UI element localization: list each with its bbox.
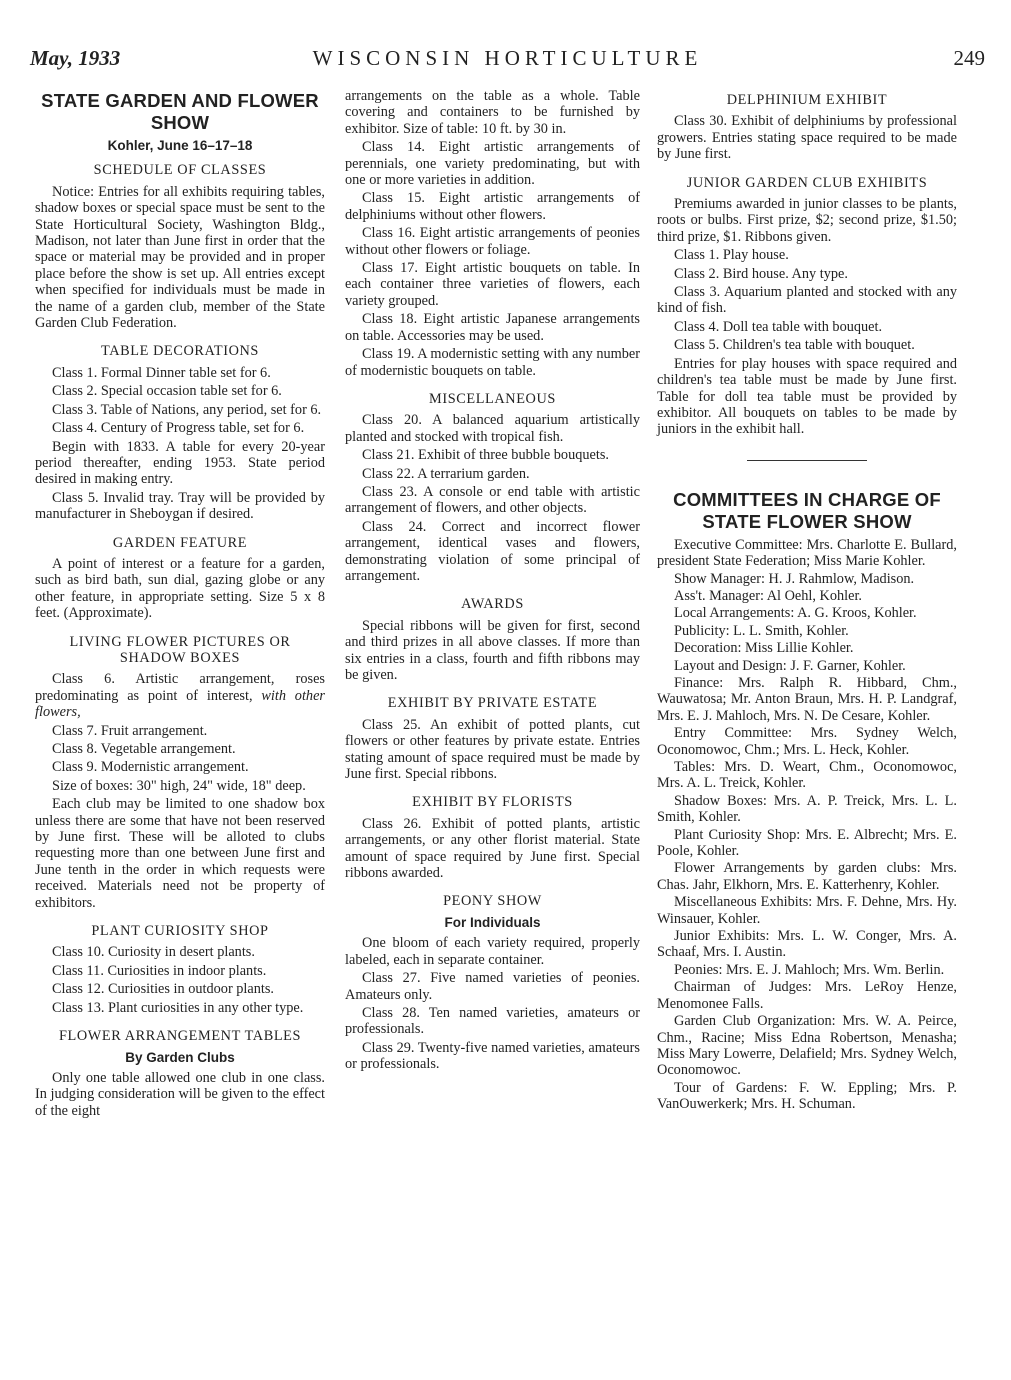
flower-arrangement-subheading: By Garden Clubs	[125, 1049, 235, 1065]
journal-title: WISCONSIN HORTICULTURE	[312, 46, 703, 70]
box-size: Size of boxes: 30" high, 24" wide, 18" deep.	[52, 777, 306, 794]
class-item: Class 9. Modernistic arrangement.	[52, 759, 249, 776]
class-item: Class 4. Century of Progress table, set for 6.	[52, 420, 305, 437]
committee-item: Publicity: L. L. Smith, Kohler.	[674, 622, 849, 639]
class-item: Class 7. Fruit arrangement.	[52, 722, 208, 739]
committee-item: Entry Committee: Mrs. Sydney Welch, Oconomowoc, Chm.; Mrs. L. Heck, Kohler.	[657, 725, 957, 758]
continued-text: arrangements on the table as a whole. Table covering and containers to be furnished by exhibitor. Size of table: 10 ft. by 30 in.	[345, 88, 640, 137]
garden-feature-text: A point of interest or a feature for a garden, such as bird bath, sun dial, gazing globe or any other feature, in appropriate setting. Size 5 x 8 feet. (Approximate).	[35, 555, 325, 622]
column-1	[35, 88, 325, 1121]
living-pictures-heading: LIVING FLOWER PICTURES OR SHADOW BOXES	[69, 633, 291, 666]
committee-item: Garden Club Organization: Mrs. W. A. Peirce, Chm., Racine; Miss Edna Robertson, Menasha; Miss Mary Lowerre, Delafield; Mrs. Sydney Welch, Oconomowoc.	[657, 1013, 957, 1079]
article-subtitle: Kohler, June 16–17–18	[107, 138, 253, 153]
class-item: Class 3. Aquarium planted and stocked with any kind of fish.	[657, 284, 957, 317]
class-item: Class 5. Invalid tray. Tray will be provided by manufacturer in Sheboygan if desired.	[35, 489, 325, 523]
class-item: Class 13. Plant curiosities in any other type.	[52, 999, 304, 1016]
class-item: Class 19. A modernistic setting with any number of modernistic bouquets on table.	[345, 346, 640, 379]
peony-text: One bloom of each variety required, properly labeled, each in separate container.	[345, 935, 640, 968]
committee-item: Peonies: Mrs. E. J. Mahloch; Mrs. Wm. Berlin.	[674, 961, 945, 978]
committee-item: Shadow Boxes: Mrs. A. P. Treick, Mrs. L. L. Smith, Kohler.	[657, 792, 957, 826]
committee-item: Plant Curiosity Shop: Mrs. E. Albrecht; Mrs. E. Poole, Kohler.	[657, 826, 957, 860]
class-item: Class 18. Eight artistic Japanese arrangements on table. Accessories may be used.	[345, 311, 640, 344]
column-2	[345, 88, 640, 1075]
class-item: Class 2. Bird house. Any type.	[674, 265, 848, 282]
awards-heading: AWARDS	[461, 596, 524, 613]
florists-text: Class 26. Exhibit of potted plants, artistic arrangements, or any other florist material. State amount of space required by June first. Special ribbons awarded.	[345, 815, 640, 882]
garden-feature-heading: GARDEN FEATURE	[112, 534, 248, 551]
schedule-heading: SCHEDULE OF CLASSES	[93, 162, 267, 179]
class-item: Class 1. Play house.	[674, 247, 789, 264]
class-item: Class 2. Special occasion table set for 6.	[52, 383, 282, 400]
class-item: Class 16. Eight artistic arrangements of peonies without other flowers or foliage.	[345, 225, 640, 258]
page-header	[30, 46, 985, 76]
class-item: Class 15. Eight artistic arrangements of delphiniums without other flowers.	[345, 190, 640, 223]
miscellaneous-heading: MISCELLANEOUS	[429, 390, 556, 407]
class-item: Class 14. Eight artistic arrangements of perennials, one variety predominating, but with one or more varieties in addition.	[345, 139, 640, 189]
peony-heading: PEONY SHOW	[443, 893, 542, 910]
class-item: Class 17. Eight artistic bouquets on table. In each container three varieties of flowers, each variety grouped.	[345, 260, 640, 309]
flower-arrangement-text: Only one table allowed one club in one class. In judging consideration will be given to the effect of the eight	[35, 1069, 325, 1119]
class-item: Class 29. Twenty-five named varieties, amateurs or professionals.	[345, 1039, 640, 1073]
article-title: STATE GARDEN AND FLOWER SHOW	[41, 90, 319, 133]
committee-item: Ass't. Manager: Al Oehl, Kohler.	[674, 587, 863, 604]
committee-item: Junior Exhibits: Mrs. L. W. Conger, Mrs. A. Schaaf, Mrs. I. Austin.	[657, 928, 957, 961]
shadow-box-note: Each club may be limited to one shadow box unless there are some that have not been reserved by June first. These will be alloted to clubs requesting more than one between June first and June tenth in the order in which requests were received. Materials need not be property of exhibitors.	[35, 796, 325, 911]
class-item: Class 12. Curiosities in outdoor plants.	[52, 981, 274, 998]
class-item: Class 3. Table of Nations, any period, set for 6.	[52, 401, 322, 418]
issue-date: May, 1933	[30, 46, 121, 70]
curiosity-heading: PLANT CURIOSITY SHOP	[91, 923, 269, 940]
class-item: Class 28. Ten named varieties, amateurs or professionals.	[345, 1004, 640, 1038]
class-6-italic: with other flowers,	[35, 687, 325, 721]
class-item: Class 5. Children's tea table with bouquet.	[674, 337, 915, 354]
committee-item: Chairman of Judges: Mrs. LeRoy Henze, Menomonee Falls.	[657, 979, 957, 1012]
class-item: Class 21. Exhibit of three bubble bouquets.	[362, 447, 609, 464]
flower-arrangement-heading: FLOWER ARRANGEMENT TABLES	[58, 1028, 302, 1045]
committee-item: Layout and Design: J. F. Garner, Kohler.	[674, 657, 906, 674]
class-item: Class 24. Correct and incorrect flower arrangement, identical vases and flowers, demonstrating violation of some principal of arrangement.	[345, 518, 640, 584]
section-divider	[747, 460, 867, 461]
class-item: Class 27. Five named varieties of peonies. Amateurs only.	[345, 970, 640, 1003]
peony-subheading: For Individuals	[444, 914, 541, 930]
class-item: Class 23. A console or end table with artistic arrangement of flowers, and other objects.	[345, 483, 640, 517]
class-item: Class 20. A balanced aquarium artistically planted and stocked with tropical fish.	[345, 412, 640, 445]
committees-title: COMMITTEES IN CHARGE OF STATE FLOWER SHOW	[673, 488, 941, 532]
private-estate-heading: EXHIBIT BY PRIVATE ESTATE	[387, 695, 598, 712]
committee-item: Miscellaneous Exhibits: Mrs. F. Dehne, Mrs. Hy. Winsauer, Kohler.	[657, 894, 957, 927]
committee-item: Executive Committee: Mrs. Charlotte E. Bullard, president State Federation; Miss Marie Kohler.	[657, 536, 957, 570]
florists-heading: EXHIBIT BY FLORISTS	[412, 794, 573, 811]
delphinium-heading: DELPHINIUM EXHIBIT	[726, 92, 888, 108]
junior-note: Entries for play houses with space required and children's tea table must be made by June first. Table for doll tea table must be provided by exhibitor. All bouquets on tables to be made by juniors in the exhibit hall.	[657, 355, 957, 438]
committee-item: Flower Arrangements by garden clubs: Mrs. Chas. Jahr, Elkhorn, Mrs. E. Katterhenry, Kohler.	[657, 860, 957, 893]
class-item: Class 1. Formal Dinner table set for 6.	[52, 364, 271, 381]
class-item: Class 10. Curiosity in desert plants.	[52, 944, 255, 961]
page-number: 249	[953, 46, 985, 70]
class-item: Class 4. Doll tea table with bouquet.	[674, 318, 883, 335]
notice-paragraph: Notice: Entries for all exhibits requiring tables, shadow boxes or special space must be sent to the State Horticultural Society, Washington Bldg., Madison, not later than June first in order that the space or material may be provided and in proper place before the show is set up. All entries except when specified for individuals must be made in the name of a garden club, member of the State Garden Club Federation.	[35, 183, 325, 332]
class-6-text: Class 6. Artistic arrangement, roses predominating as point of interest,	[35, 671, 325, 704]
committee-item: Finance: Mrs. Ralph R. Hibbard, Chm., Wauwatosa; Mr. Anton Braun, Mrs. H. P. Landgraf, Mrs. E. J. Mahloch, Mrs. N. De Cesare, Kohler.	[657, 674, 957, 724]
committee-item: Local Arrangements: A. G. Kroos, Kohler.	[674, 605, 917, 622]
class-item	[35, 671, 325, 720]
table-decorations-heading: TABLE DECORATIONS	[101, 343, 259, 360]
junior-heading: JUNIOR GARDEN CLUB EXHIBITS	[686, 174, 928, 191]
column-3	[657, 88, 957, 1114]
awards-text: Special ribbons will be given for first, second and third prizes in all above classes. If more than six entries in a class, fourth and fifth ribbons may be given.	[345, 617, 640, 683]
delphinium-text: Class 30. Exhibit of delphiniums by professional growers. Entries stating space required to be made by June first.	[657, 113, 957, 163]
private-estate-text: Class 25. An exhibit of potted plants, cut flowers or other features by private estate. Entries stating amount of space required must be made by June first. Special ribbons.	[345, 716, 640, 783]
committee-item: Tables: Mrs. D. Weart, Chm., Oconomowoc, Mrs. A. L. Treick, Kohler.	[657, 759, 957, 792]
class-item: Class 11. Curiosities in indoor plants.	[52, 962, 267, 979]
table-dec-note: Begin with 1833. A table for every 20-year period thereafter, ending 1953. State period desired in making entry.	[35, 438, 325, 488]
junior-intro: Premiums awarded in junior classes to be plants, roots or bulbs. First prize, $2; second prize, $1.50; third prize, $1. Ribbons given.	[657, 196, 957, 245]
committee-item: Tour of Gardens: F. W. Eppling; Mrs. P. VanOuwerkerk; Mrs. H. Schuman.	[657, 1079, 957, 1113]
class-item: Class 8. Vegetable arrangement.	[52, 741, 236, 757]
class-item: Class 22. A terrarium garden.	[362, 465, 530, 482]
committee-item: Show Manager: H. J. Rahmlow, Madison.	[674, 570, 915, 587]
committee-item: Decoration: Miss Lillie Kohler.	[674, 640, 854, 657]
